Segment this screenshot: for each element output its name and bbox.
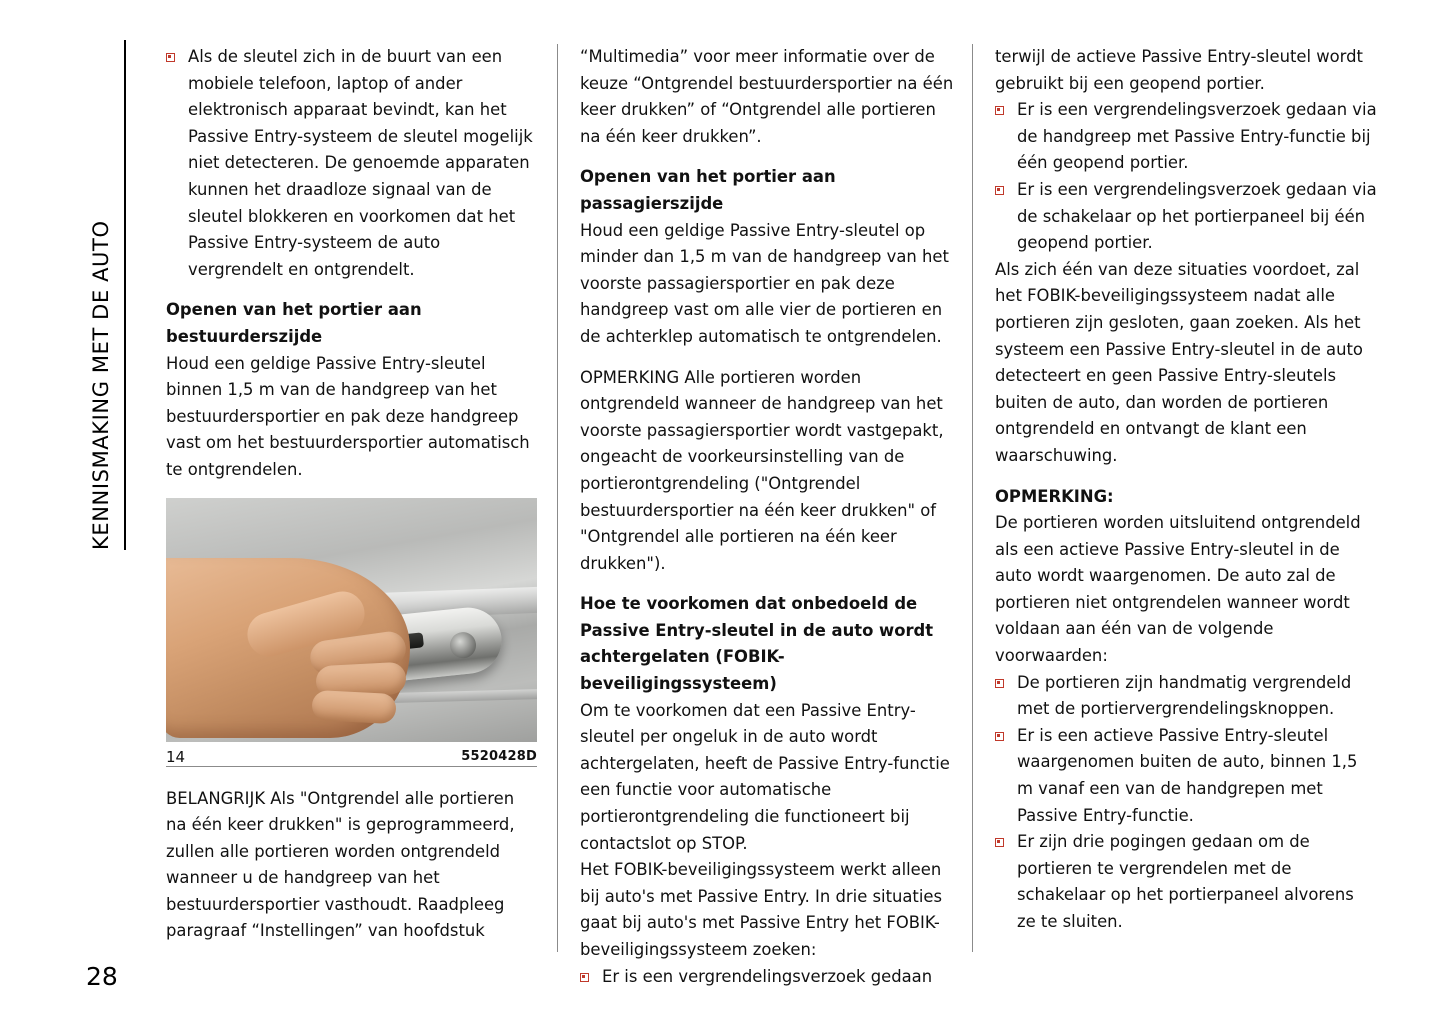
column-divider-1 (557, 44, 558, 952)
text-column-1 (166, 44, 538, 945)
keyhole-icon (449, 630, 478, 659)
hand-graphic (166, 558, 410, 738)
list-item-text: De portieren zijn handmatig vergrendeld met de portiervergrendelingsknoppen. (1017, 672, 1352, 719)
figure-caption (166, 744, 537, 770)
list-item (995, 97, 1377, 177)
body-paragraph: De portieren worden uitsluitend ontgrendeld als een actieve Passive Entry-sleutel in de auto wordt waargenomen. De auto zal de portieren niet ontgrendelen wanneer wordt voldaan aan één van de volgende voorwaarden: (995, 513, 1361, 666)
list-item-text: Er is een vergrendelingsverzoek gedaan (602, 966, 933, 986)
square-bullet-icon (995, 679, 1004, 688)
chapter-tab (78, 40, 126, 550)
column-divider-2 (972, 44, 973, 952)
finger-graphic (311, 689, 396, 723)
list-item-text: Er zijn drie pogingen gedaan om de portieren te vergrendelen met de schakelaar op het portierpaneel alvorens ze te sluiten. (1017, 832, 1354, 931)
section-heading: Openen van het portier aan passagierszijde (580, 167, 836, 213)
square-bullet-icon (995, 732, 1004, 741)
text-column-3 (995, 44, 1377, 936)
text-column-2 (580, 44, 954, 990)
body-paragraph: “Multimedia” voor meer informatie over de keuze “Ontgrendel bestuurdersportier na één keer drukken” of “Ontgrendel alle portieren na één keer drukken”. (580, 47, 954, 146)
body-paragraph: Het FOBIK-beveiligingssysteem werkt alleen bij auto's met Passive Entry. In drie situaties gaat bij auto's met Passive Entry het FOBIK-beveiligingssysteem zoeken: (580, 860, 943, 959)
square-bullet-icon (166, 53, 175, 62)
body-paragraph: BELANGRIJK Als "Ontgrendel alle portieren na één keer drukken" is geprogrammeerd, zullen alle portieren worden ontgrendeld wanneer u de handgreep van het bestuurdersportier vasthoudt. Raadpleeg paragraaf “Instellingen” van hoofdstuk (166, 788, 515, 941)
list-item (995, 723, 1377, 829)
figure-code: 5520428D (461, 748, 537, 764)
list-item-text: Er is een vergrendelingsverzoek gedaan via de handgreep met Passive Entry-functie bij één geopend portier. (1017, 100, 1377, 173)
list-item (580, 964, 954, 991)
body-paragraph: Houd een geldige Passive Entry-sleutel op minder dan 1,5 m van de handgreep van het voorste passagiersportier en pak deze handgreep vast om alle vier de portieren en de achterklep automatisch te ontgrendelen. (580, 220, 949, 346)
list-item (995, 829, 1377, 935)
door-handle-illustration (166, 498, 537, 742)
figure-door-handle (166, 498, 537, 742)
square-bullet-icon (580, 973, 589, 982)
square-bullet-icon (995, 186, 1004, 195)
note-heading: OPMERKING: (995, 486, 1114, 506)
list-item-text: Er is een actieve Passive Entry-sleutel waargenomen buiten de auto, binnen 1,5 m vanaf een van de handgrepen met Passive Entry-functie. (1017, 725, 1358, 825)
figure-number: 14 (166, 747, 186, 766)
list-item (166, 44, 538, 283)
page-number: 28 (86, 962, 118, 991)
square-bullet-icon (995, 106, 1004, 115)
body-paragraph: Houd een geldige Passive Entry-sleutel binnen 1,5 m van de handgreep van het bestuurdersportier en pak deze handgreep vast om het bestuurdersportier automatisch te ontgrendelen. (166, 353, 530, 479)
body-paragraph: terwijl de actieve Passive Entry-sleutel wordt gebruikt bij een geopend portier. (995, 47, 1363, 93)
section-heading: Openen van het portier aan bestuurderszijde (166, 300, 422, 346)
chapter-title: KENNISMAKING MET DE AUTO (89, 220, 113, 550)
square-bullet-icon (995, 838, 1004, 847)
body-paragraph: Als zich één van deze situaties voordoet, zal het FOBIK-beveiligingssysteem nadat alle portieren zijn gesloten, gaan zoeken. Als het systeem een Passive Entry-sleutel in de auto detecteert en geen Passive Entry-sleutels buiten de auto, dan worden de portieren ontgrendeld en ontvangt de klant een waarschuwing. (995, 259, 1363, 465)
list-item (995, 670, 1377, 723)
note-paragraph: OPMERKING Alle portieren worden ontgrendeld wanneer de handgreep van het voorste passagiersportier wordt vastgepakt, ongeacht de voorkeursinstelling van de portierontgrendeling ("Ontgrendel bestuurdersportier na één keer drukken" of "Ontgrendel alle portieren na één keer drukken"). (580, 367, 944, 573)
list-item-text: Er is een vergrendelingsverzoek gedaan via de schakelaar op het portierpaneel bij één geopend portier. (1017, 179, 1377, 253)
section-heading: Hoe te voorkomen dat onbedoeld de Passive Entry-sleutel in de auto wordt achtergelaten (FOBIK-beveiligingssysteem) (580, 594, 934, 694)
list-item-text: Als de sleutel zich in de buurt van een mobiele telefoon, laptop of ander elektronisch apparaat bevindt, kan het Passive Entry-systeem de sleutel mogelijk niet detecteren. De genoemde apparaten kunnen het draadloze signaal van de sleutel blokkeren en voorkomen dat het Passive Entry-systeem de auto vergrendelt en ontgrendelt. (188, 47, 533, 279)
figure-caption-rule (166, 766, 537, 767)
body-paragraph: Om te voorkomen dat een Passive Entry-sleutel per ongeluk in de auto wordt achtergelaten, heeft de Passive Entry-functie een functie voor automatische portierontgrendeling die functioneert bij contactslot op STOP. (580, 700, 950, 853)
list-item (995, 177, 1377, 257)
